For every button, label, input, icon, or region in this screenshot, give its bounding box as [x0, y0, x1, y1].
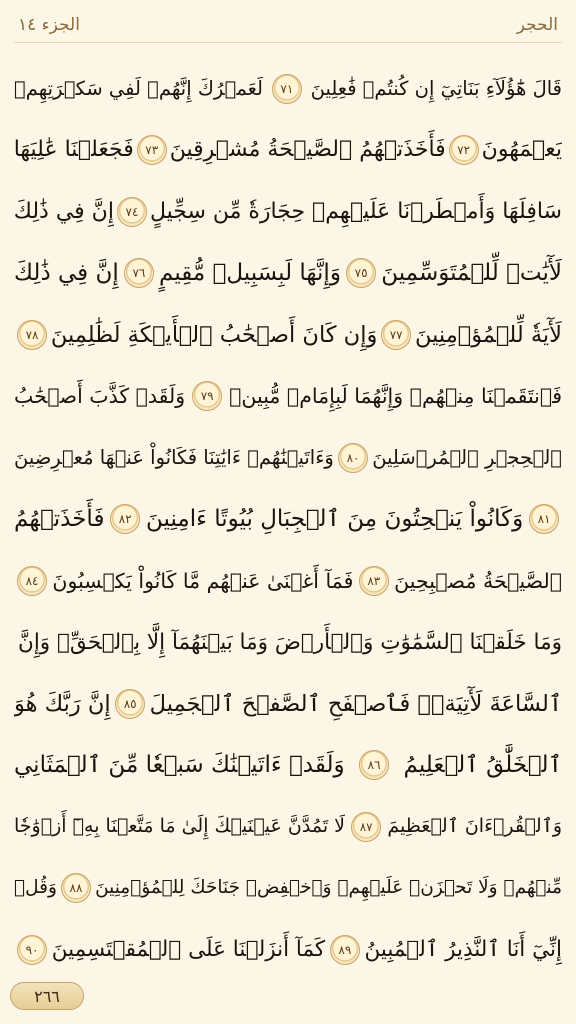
verse-line-content [14, 381, 562, 411]
verse-line-content [14, 812, 562, 842]
verse-text: إِنَّ رَبَّكَ هُوَ [14, 690, 111, 717]
verse-line-content [14, 873, 562, 903]
verse-text: وَإِنَّهَا لَبِسَبِيلٖ مُّقِيمٍ [159, 259, 341, 286]
verse-line-content [14, 629, 562, 655]
verse-text: لَعَمۡرُكَ إِنَّهُمۡ لَفِي سَكۡرَتِهِمۡ [14, 77, 264, 100]
ayah-number-marker: ٨٣ [359, 566, 389, 596]
verse-line [14, 304, 562, 366]
verse-text: فَٱنتَقَمۡنَا مِنۡهُمۡ وَإِنَّهُمَا لَبِإِمَامٖ مُّبِينٖ [229, 384, 562, 408]
ayah-number-marker: ٧٥ [346, 258, 376, 288]
page-header [18, 12, 558, 38]
ayah-number-marker: ٧٩ [192, 381, 222, 411]
ayah-number-marker: ٧٧ [381, 320, 411, 350]
verse-text: وَمَا خَلَقۡنَا ٱلسَّمَٰوَٰتِ وَٱلۡأَرۡضَ وَمَا بَيۡنَهُمَآ إِلَّا بِٱلۡحَقِّۗ وَإِنَّ [18, 629, 562, 655]
verse-line [14, 366, 562, 428]
verse-text: سَافِلَهَا وَأَمۡطَرۡنَا عَلَيۡهِمۡ حِجَارَةٗ مِّن سِجِّيلٍ [149, 198, 562, 224]
ayah-number-marker: ٧٤ [117, 197, 147, 227]
verse-line [14, 735, 562, 797]
verse-text: لَأٓيَٰتٖ لِّلۡمُتَوَسِّمِينَ [381, 259, 562, 286]
ayah-number-marker: ٨٢ [110, 504, 140, 534]
verse-line [14, 120, 562, 182]
verse-line-content [14, 135, 562, 165]
ayah-number-marker: ٧١ [272, 74, 302, 104]
verse-line-content [14, 258, 562, 288]
verse-text: ٱلصَّيۡحَةُ مُصۡبِحِينَ [394, 568, 562, 593]
ayah-number-marker: ٧٣ [137, 135, 167, 165]
verse-text: إِنَّ فِي ذَٰلِكَ [14, 259, 119, 286]
verse-text: قَالَ هَٰٓؤُلَآءِ بَنَاتِيٓ إِن كُنتُمۡ فَٰعِلِينَ [310, 77, 562, 100]
verse-text: إِنَّ فِي ذَٰلِكَ [14, 198, 114, 224]
verse-line [14, 796, 562, 858]
verse-line [14, 612, 562, 674]
verse-text: ٱلۡخَلَّٰقُ ٱلۡعَلِيمُ [403, 751, 562, 778]
verse-text: فَأَخَذَتۡهُمُ ٱلصَّيۡحَةُ مُشۡرِقِينَ [169, 137, 446, 163]
verse-text: لَا تَمُدَّنَّ عَيۡنَيۡكَ إِلَىٰ مَا مَتَّعۡنَا بِهِۦٓ أَزۡوَٰجٗا [14, 815, 345, 838]
ayah-number-marker: ٧٨ [17, 320, 47, 350]
verse-text-block [14, 58, 562, 981]
verse-text: لَأٓيَةٗ لِّلۡمُؤۡمِنِينَ [414, 321, 562, 348]
verse-line [14, 673, 562, 735]
ayah-number-marker: ٧٦ [124, 258, 154, 288]
verse-text: فَمَآ أَغۡنَىٰ عَنۡهُم مَّا كَانُواْ يَكۡسِبُونَ [52, 568, 354, 593]
ayah-number-marker: ٨٨ [61, 873, 91, 903]
ayah-number-marker: ٧٢ [449, 135, 479, 165]
verse-line-content [14, 197, 562, 227]
verse-line-content [14, 566, 562, 596]
ayah-number-marker: ٨٠ [338, 443, 368, 473]
verse-text: وَقُلۡ [14, 877, 57, 898]
ayah-number-marker: ٨٦ [359, 750, 389, 780]
ayah-number-marker: ٨٥ [115, 689, 145, 719]
ayah-number-marker: ٨٤ [17, 566, 47, 596]
verse-line [14, 919, 562, 981]
verse-text: وَكَانُواْ يَنۡحِتُونَ مِنَ ٱلۡجِبَالِ بُيُوتًا ءَامِنِينَ [146, 505, 524, 532]
verse-text: كَمَآ أَنزَلۡنَا عَلَى ٱلۡمُقۡتَسِمِينَ [51, 937, 326, 962]
verse-text: يَعۡمَهُونَ [481, 137, 562, 163]
ayah-number-marker: ٨١ [529, 504, 559, 534]
verse-text: فَأَخَذَتۡهُمُ [14, 505, 105, 532]
verse-text: وَٱلۡقُرۡءَانَ ٱلۡعَظِيمَ [387, 815, 562, 838]
verse-line-content [14, 935, 562, 965]
ayah-number-marker: ٨٧ [351, 812, 381, 842]
verse-text: مِّنۡهُمۡ وَلَا تَحۡزَنۡ عَلَيۡهِمۡ وَٱخۡفِضۡ جَنَاحَكَ لِلۡمُؤۡمِنِينَ [95, 877, 562, 898]
verse-line [14, 58, 562, 120]
verse-line [14, 489, 562, 551]
surah-name: الحجر [516, 15, 558, 35]
verse-line [14, 181, 562, 243]
verse-line [14, 858, 562, 920]
ayah-number-marker: ٩٠ [17, 935, 47, 965]
verse-line-content [14, 689, 562, 719]
verse-text: ٱلۡحِجۡرِ ٱلۡمُرۡسَلِينَ [372, 446, 562, 469]
page-number: ٢٦٦ [34, 986, 60, 1006]
verse-text: ٱلسَّاعَةَ لَأٓتِيَةٞۖ فَٱصۡفَحِ ٱلصَّفۡحَ ٱلۡجَمِيلَ [149, 690, 562, 717]
verse-line [14, 550, 562, 612]
ayah-number-marker: ٨٩ [330, 935, 360, 965]
page-number-badge [10, 982, 84, 1010]
verse-text: إِنِّيٓ أَنَا ٱلنَّذِيرُ ٱلۡمُبِينُ [364, 937, 562, 962]
verse-line-content [14, 320, 562, 350]
verse-text: وَإِن كَانَ أَصۡحَٰبُ ٱلۡأَيۡكَةِ لَظَٰلِمِينَ [50, 321, 378, 348]
verse-line-content [14, 74, 562, 104]
verse-text: وَءَاتَيۡنَٰهُمۡ ءَايَٰتِنَا فَكَانُواْ عَنۡهَا مُعۡرِضِينَ [14, 446, 334, 469]
verse-text: فَجَعَلۡنَا عَٰلِيَهَا [14, 137, 134, 163]
verse-text: وَلَقَدۡ ءَاتَيۡنَٰكَ سَبۡعٗا مِّنَ ٱلۡمَثَانِي [14, 751, 345, 778]
verse-line-content [14, 504, 562, 534]
verse-line-content [14, 443, 562, 473]
verse-text: وَلَقَدۡ كَذَّبَ أَصۡحَٰبُ [14, 384, 186, 408]
verse-line [14, 427, 562, 489]
header-divider [14, 42, 562, 43]
juz-label: الجزء ١٤ [18, 15, 80, 35]
verse-line [14, 243, 562, 305]
verse-line-content [14, 750, 562, 780]
